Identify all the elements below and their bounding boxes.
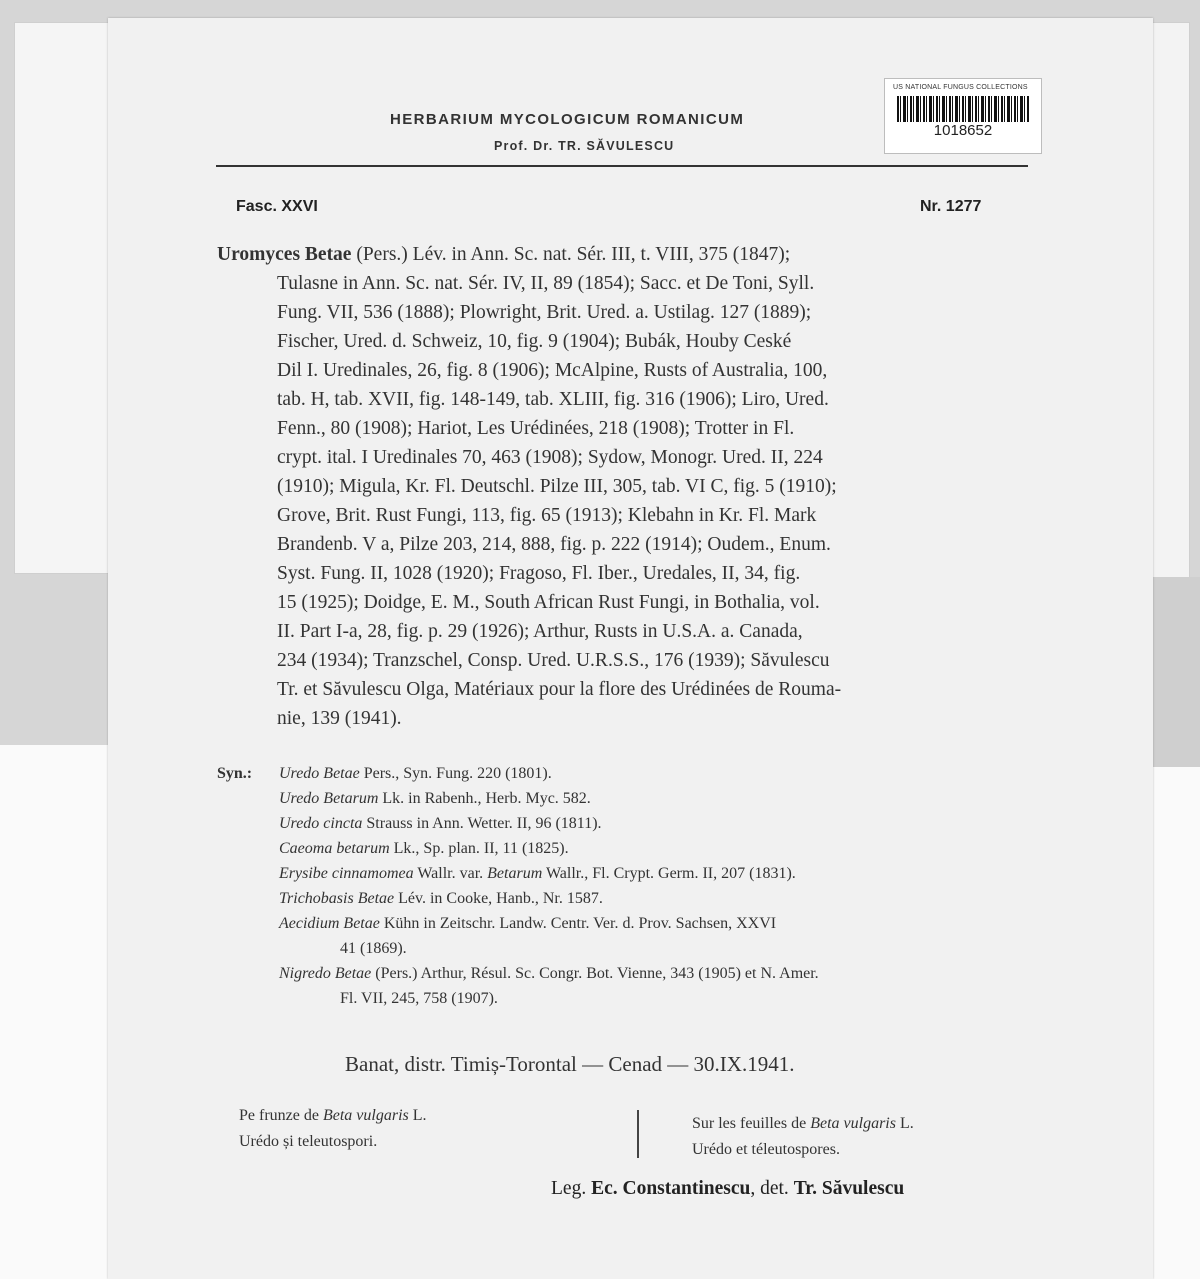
synonym-name: Uredo Betae: [279, 765, 360, 782]
host-plant-name: Beta vulgaris: [810, 1115, 896, 1132]
barcode-caption: US NATIONAL FUNGUS COLLECTIONS: [893, 84, 1028, 91]
host-text: L.: [895, 1115, 914, 1132]
synonym-reference: Lk. in Rabenh., Herb. Myc. 582.: [378, 790, 591, 807]
synonym-entry: [279, 765, 552, 783]
citation-line: Fenn., 80 (1908); Hariot, Les Urédinées, 218 (1908); Trotter in Fl.: [277, 418, 795, 439]
synonym-entry: [279, 890, 603, 908]
host-text: L.: [408, 1107, 427, 1124]
synonym-reference: Fl. VII, 245, 758 (1907).: [340, 990, 498, 1007]
determiner-name: Tr. Săvulescu: [793, 1178, 905, 1199]
barcode-icon: [897, 96, 1029, 122]
synonym-name: Erysibe cinnamomea: [279, 865, 414, 882]
herbarium-title: HERBARIUM MYCOLOGICUM ROMANICUM: [390, 111, 745, 128]
synonym-reference: Wallr. var.: [413, 865, 488, 882]
citation-line: Brandenb. V a, Pilze 203, 214, 888, fig. p. 222 (1914); Oudem., Enum.: [277, 534, 831, 555]
citation-line: Tulasne in Ann. Sc. nat. Sér. IV, II, 89 (1854); Sacc. et De Toni, Syll.: [277, 273, 815, 294]
synonym-reference: Strauss in Ann. Wetter. II, 96 (1811).: [362, 815, 602, 832]
citation-line: crypt. ital. I Uredinales 70, 463 (1908); Sydow, Monogr. Ured. II, 224: [277, 447, 823, 468]
synonym-reference: Lév. in Cooke, Hanb., Nr. 1587.: [394, 890, 603, 907]
synonym-name: Uredo Betarum: [279, 790, 379, 807]
citation-line: Tr. et Săvulescu Olga, Matériaux pour la flore des Urédinées de Rouma-: [277, 679, 842, 700]
determiner-prefix: , det.: [750, 1178, 794, 1199]
specimen-number: Nr. 1277: [920, 198, 982, 215]
citation-line: Fischer, Ured. d. Schweiz, 10, fig. 9 (1904); Bubák, Houby Ceské: [277, 331, 792, 352]
synonyms-heading: Syn.:: [217, 765, 253, 782]
host-romanian: [239, 1107, 427, 1125]
fascicle-label: Fasc. XXVI: [236, 198, 318, 215]
citation-line: Fung. VII, 536 (1888); Plowright, Brit. Ured. a. Ustilag. 127 (1889);: [277, 302, 812, 323]
citation-line: 15 (1925); Doidge, E. M., South African Rust Fungi, in Bothalia, vol.: [277, 592, 820, 613]
citation-line: nie, 139 (1941).: [277, 708, 402, 729]
spore-stage-romanian: Urédo și teleutospori.: [239, 1133, 378, 1150]
header-divider: [216, 165, 1028, 167]
host-plant-name: Beta vulgaris: [322, 1107, 409, 1124]
synonym-entry: [279, 915, 776, 933]
synonym-reference: Wallr., Fl. Crypt. Germ. II, 207 (1831).: [542, 865, 796, 882]
synonym-reference: Lk., Sp. plan. II, 11 (1825).: [389, 840, 569, 857]
synonym-name: Caeoma betarum: [279, 840, 390, 857]
synonym-entry-continuation: [340, 990, 498, 1008]
host-text: Sur les feuilles de: [692, 1115, 811, 1132]
synonym-entry: [279, 815, 602, 833]
synonym-reference: 41 (1869).: [340, 940, 407, 957]
synonym-reference: Kühn in Zeitschr. Landw. Centr. Ver. d. Prov. Sachsen, XXVI: [379, 915, 777, 932]
synonym-reference: (Pers.) Arthur, Résul. Sc. Congr. Bot. Vienne, 343 (1905) et N. Amer.: [371, 965, 819, 982]
synonym-name: Nigredo Betae: [279, 965, 372, 982]
synonym-name: Uredo cincta: [279, 815, 363, 832]
synonym-entry-continuation: [340, 940, 407, 958]
citation-line: 234 (1934); Tranzschel, Consp. Ured. U.R.S.S., 176 (1939); Săvulescu: [277, 650, 830, 671]
citation-line: (Pers.) Lév. in Ann. Sc. nat. Sér. III, t. VIII, 375 (1847);: [356, 244, 791, 265]
barcode-number: 1018652: [933, 122, 993, 139]
column-divider: [637, 1110, 639, 1158]
synonym-name: Aecidium Betae: [279, 915, 380, 932]
collector-prefix: Leg.: [551, 1178, 592, 1199]
citation-line: Dil I. Uredinales, 26, fig. 8 (1906); McAlpine, Rusts of Australia, 100,: [277, 360, 828, 381]
synonym-entry: [279, 865, 796, 883]
collection-locality: Banat, distr. Timiș-Torontal — Cenad — 30.IX.1941.: [345, 1052, 795, 1076]
host-text: Pe frunze de: [239, 1107, 323, 1124]
herbarium-subtitle: Prof. Dr. TR. SĂVULESCU: [494, 139, 675, 153]
citation-line-first: [217, 244, 790, 266]
citation-line: Syst. Fung. II, 1028 (1920); Fragoso, Fl. Iber., Uredales, II, 34, fig.: [277, 563, 801, 584]
synonym-name: Trichobasis Betae: [279, 890, 395, 907]
citation-line: tab. H, tab. XVII, fig. 148-149, tab. XLIII, fig. 316 (1906); Liro, Ured.: [277, 389, 829, 410]
species-name: Uromyces Betae: [217, 244, 352, 265]
synonym-reference: Pers., Syn. Fung. 220 (1801).: [359, 765, 552, 782]
synonym-variety-name: Betarum: [487, 865, 543, 882]
spore-stage-french: Urédo et téleutospores.: [692, 1141, 840, 1158]
synonym-entry: [279, 965, 819, 983]
host-french: [692, 1115, 914, 1133]
synonym-label: [217, 765, 252, 783]
barcode-label: [884, 78, 1042, 154]
collector-line: [551, 1178, 904, 1200]
citation-line: Grove, Brit. Rust Fungi, 113, fig. 65 (1913); Klebahn in Kr. Fl. Mark: [277, 505, 817, 526]
synonym-entry: [279, 790, 591, 808]
collector-name: Ec. Constantinescu: [591, 1178, 751, 1199]
citation-line: II. Part I-a, 28, fig. p. 29 (1926); Arthur, Rusts in U.S.A. a. Canada,: [277, 621, 803, 642]
citation-line: (1910); Migula, Kr. Fl. Deutschl. Pilze III, 305, tab. VI C, fig. 5 (1910);: [277, 476, 837, 497]
synonym-entry: [279, 840, 569, 858]
